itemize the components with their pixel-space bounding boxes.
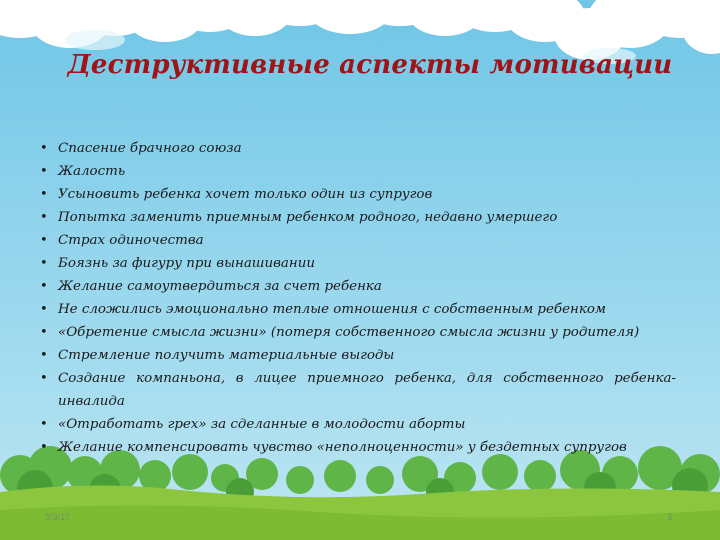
list-item-text: «Обретение смысла жизни» (потеря собственного смысла жизни у родителя): [58, 325, 640, 340]
list-item: [40, 321, 676, 344]
bullet-list: [40, 137, 676, 459]
slide-title: Деструктивные аспекты мотивации: [67, 50, 673, 80]
bullet-icon: •: [40, 233, 48, 248]
list-item: [40, 298, 676, 321]
list-item: [40, 137, 676, 160]
bullet-icon: •: [40, 371, 48, 386]
list-item: [40, 252, 676, 275]
list-item: [40, 344, 676, 367]
list-item: [40, 413, 676, 436]
bullet-icon: •: [40, 440, 48, 455]
list-item-text: Спасение брачного союза: [58, 141, 242, 156]
bullet-icon: •: [40, 325, 48, 340]
list-item-text: Усыновить ребенка хочет только один из супругов: [58, 187, 433, 202]
list-item: [40, 183, 676, 206]
bullet-icon: •: [40, 164, 48, 179]
bullet-icon: •: [40, 187, 48, 202]
bullet-list-container: [40, 137, 676, 459]
bullet-icon: •: [40, 417, 48, 432]
bullet-icon: •: [40, 141, 48, 156]
bullet-icon: •: [40, 256, 48, 271]
bullet-icon: •: [40, 348, 48, 363]
bullet-icon: •: [40, 210, 48, 225]
bullet-icon: •: [40, 279, 48, 294]
list-item-text: Желание самоутвердиться за счет ребенка: [58, 279, 382, 294]
footer-date: 3/3/17: [45, 512, 71, 522]
list-item-text: Стремление получить материальные выгоды: [58, 348, 395, 363]
list-item-text: Не сложились эмоционально теплые отношения с собственным ребенком: [58, 302, 607, 317]
list-item-text: Создание компаньона, в лицее приемного ребенка, для собственного ребенка-инвалида: [58, 371, 676, 409]
bullet-icon: •: [40, 302, 48, 317]
list-item-text: Жалость: [58, 164, 126, 179]
list-item: [40, 367, 676, 413]
list-item-text: «Отработать грех» за сделанные в молодости аборты: [58, 417, 466, 432]
list-item: [40, 206, 676, 229]
list-item-text: Страх одиночества: [58, 233, 204, 248]
list-item: [40, 160, 676, 183]
list-item-text: Боязнь за фигуру при вынашивании: [58, 256, 315, 271]
page-number: 3: [667, 512, 673, 522]
list-item: [40, 229, 676, 252]
list-item: [40, 436, 676, 459]
list-item-text: Желание компенсировать чувство «неполноценности» у бездетных супругов: [58, 440, 627, 455]
list-item: [40, 275, 676, 298]
list-item-text: Попытка заменить приемным ребенком родного, недавно умершего: [58, 210, 558, 225]
